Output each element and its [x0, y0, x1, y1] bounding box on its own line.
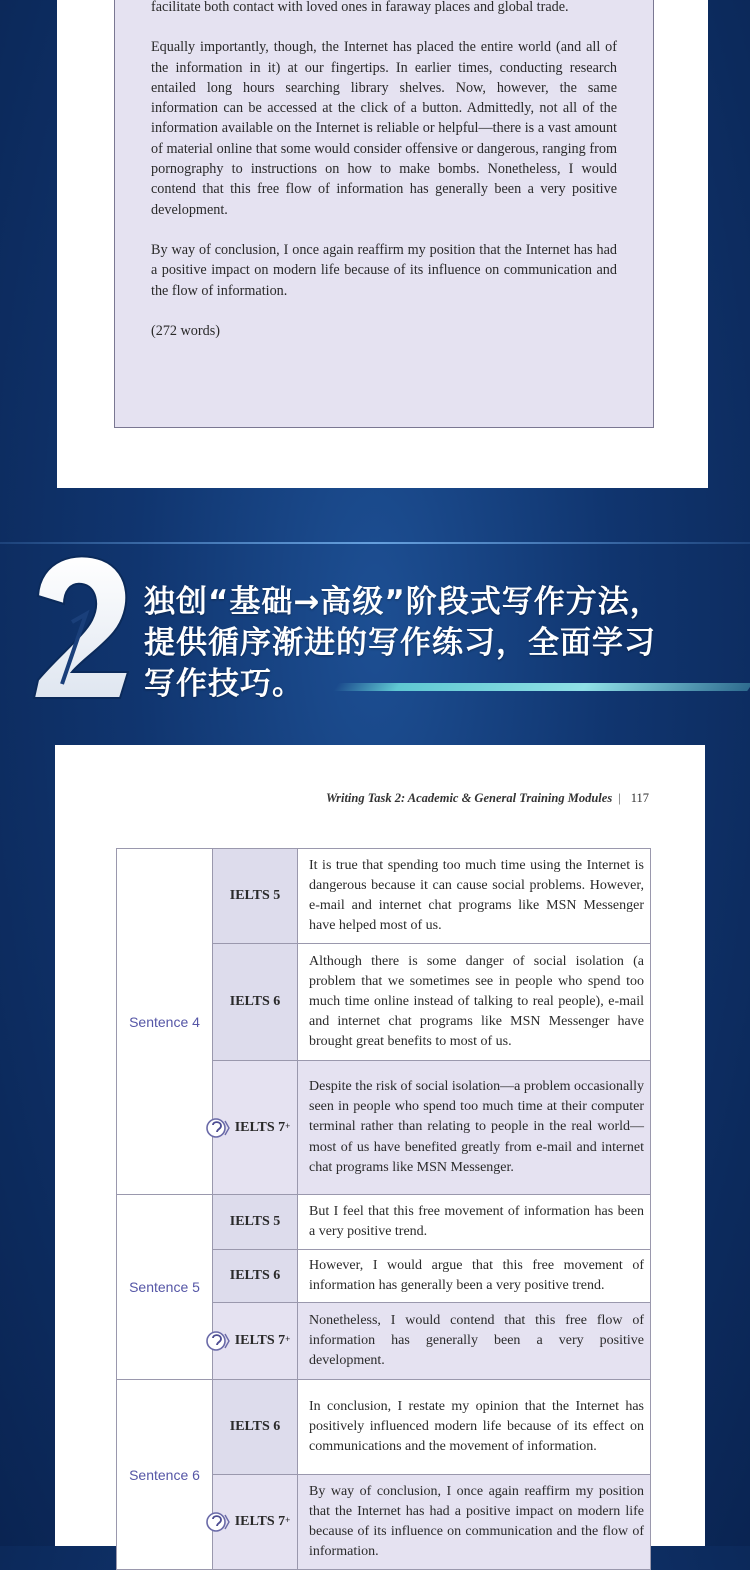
sentence-4-label: Sentence 4	[129, 1013, 200, 1030]
level-label: IELTS 5	[229, 1214, 281, 1229]
sentence-comparison-table	[116, 848, 651, 1570]
sentence-text: In conclusion, I restate my opinion that the Internet has positively influenced modern life because of its effect on communications and the movement of information.	[309, 1398, 644, 1455]
sentence-text: By way of conclusion, I once again reaffirm my position that the Internet has had a positive impact on modern life because of its influence on communication and the flow of information.	[309, 1483, 644, 1560]
level-cell	[213, 1475, 298, 1570]
level-label: IELTS 7	[234, 1119, 286, 1135]
level-label: IELTS 7	[234, 1514, 286, 1529]
book-page	[55, 745, 705, 1560]
sentence-text-cell	[298, 1303, 651, 1380]
level-cell	[213, 1380, 298, 1475]
level-label: IELTS 7	[234, 1333, 286, 1348]
level-cell	[213, 1250, 298, 1303]
level-cell	[213, 1195, 298, 1250]
sentence-text-cell	[298, 1061, 651, 1195]
running-head-divider: |	[618, 791, 621, 805]
table-row	[117, 849, 651, 944]
teal-accent-bar	[333, 683, 750, 691]
audio-ear-icon[interactable]	[206, 1330, 230, 1352]
level-label: IELTS 6	[229, 1419, 281, 1434]
page-number: 117	[630, 791, 649, 805]
sentence-text-cell	[298, 1475, 651, 1570]
level-cell	[213, 849, 298, 944]
audio-ear-icon[interactable]	[206, 1511, 230, 1533]
sentence-text: It is true that spending too much time using the Internet is dangerous because it can cause social problems. However, e-mail and internet chat programs like MSN Messenger have helped most of us.	[309, 857, 644, 934]
banner-divider	[0, 542, 750, 544]
sentence-5-label: Sentence 5	[129, 1279, 200, 1295]
feature-heading-line-1: 独创“基础→高级”阶段式写作方法，	[144, 584, 662, 620]
sentence-4-cell	[117, 849, 213, 1195]
sentence-text: But I feel that this free movement of information has been a very positive trend.	[309, 1203, 644, 1239]
level-plus: +	[285, 1334, 291, 1344]
sentence-text-cell	[298, 944, 651, 1061]
sentence-5-cell	[117, 1195, 213, 1380]
running-head	[326, 791, 649, 806]
essay-paragraph-3: By way of conclusion, I once again reaffirm my position that the Internet has had a positive impact on modern life because of its influence on communication and the flow of information.	[151, 241, 617, 299]
level-cell	[213, 1303, 298, 1380]
essay-paragraph-2: Equally importantly, though, the Internet has placed the entire world (and all of the information in it) at our fingertips. In earlier times, conducting research entailed long hours searching library shelves. Now, however, the same information can be accessed at the click of a button. Admittedly, not all of the information available on the Internet is reliable or helpful—there is a vast amount of material online that some would consider offensive or dangerous, ranging from pornography to instructions on how to make bombs. Nonetheless, I would contend that this free flow of information has generally been a very positive development.	[151, 39, 617, 218]
level-label: IELTS 6	[229, 994, 281, 1009]
level-label: IELTS 6	[229, 1268, 281, 1283]
sentence-text: Although there is some danger of social isolation (a problem that we sometimes see in people who spend too much time online instead of talking to real people), e-mail and internet chat programs like MSN Messenger have brought great benefits to most of us.	[309, 953, 644, 1050]
table-row	[117, 1195, 651, 1250]
essay-fragment-line: facilitate both contact with loved ones in faraway places and global trade.	[151, 0, 569, 15]
level-label: IELTS 5	[229, 888, 281, 903]
feature-heading-line-2: 提供循序渐进的写作练习，全面学习	[144, 625, 656, 661]
sentence-text-cell	[298, 1380, 651, 1475]
level-cell	[213, 1061, 298, 1195]
model-essay-box	[114, 0, 654, 428]
table-row	[117, 1380, 651, 1475]
level-plus: +	[285, 1120, 291, 1131]
sentence-6-cell	[117, 1380, 213, 1570]
sentence-text-cell	[298, 1195, 651, 1250]
essay-word-count: (272 words)	[151, 322, 220, 339]
running-head-title: Writing Task 2: Academic & General Training Modules	[325, 791, 613, 805]
level-cell	[213, 944, 298, 1061]
audio-ear-icon[interactable]	[206, 1117, 230, 1139]
essay-page	[57, 0, 708, 488]
sentence-text: Despite the risk of social isolation—a problem occasionally seen in people who spend too much time at their computer terminal rather than relating to people in the real world—most of us have benefited greatly from e-mail and internet chat programs like MSN Messenger.	[309, 1079, 644, 1175]
feature-number-2	[28, 552, 138, 712]
sentence-6-label: Sentence 6	[129, 1466, 200, 1483]
sentence-text-cell	[298, 849, 651, 944]
feature-heading-line-3: 写作技巧。	[144, 666, 304, 702]
sentence-text: Nonetheless, I would contend that this free flow of information has generally been a very positive development.	[309, 1312, 644, 1369]
sentence-text: However, I would argue that this free movement of information has generally been a very positive trend.	[309, 1257, 644, 1293]
level-plus: +	[285, 1515, 291, 1525]
sentence-text-cell	[298, 1250, 651, 1303]
